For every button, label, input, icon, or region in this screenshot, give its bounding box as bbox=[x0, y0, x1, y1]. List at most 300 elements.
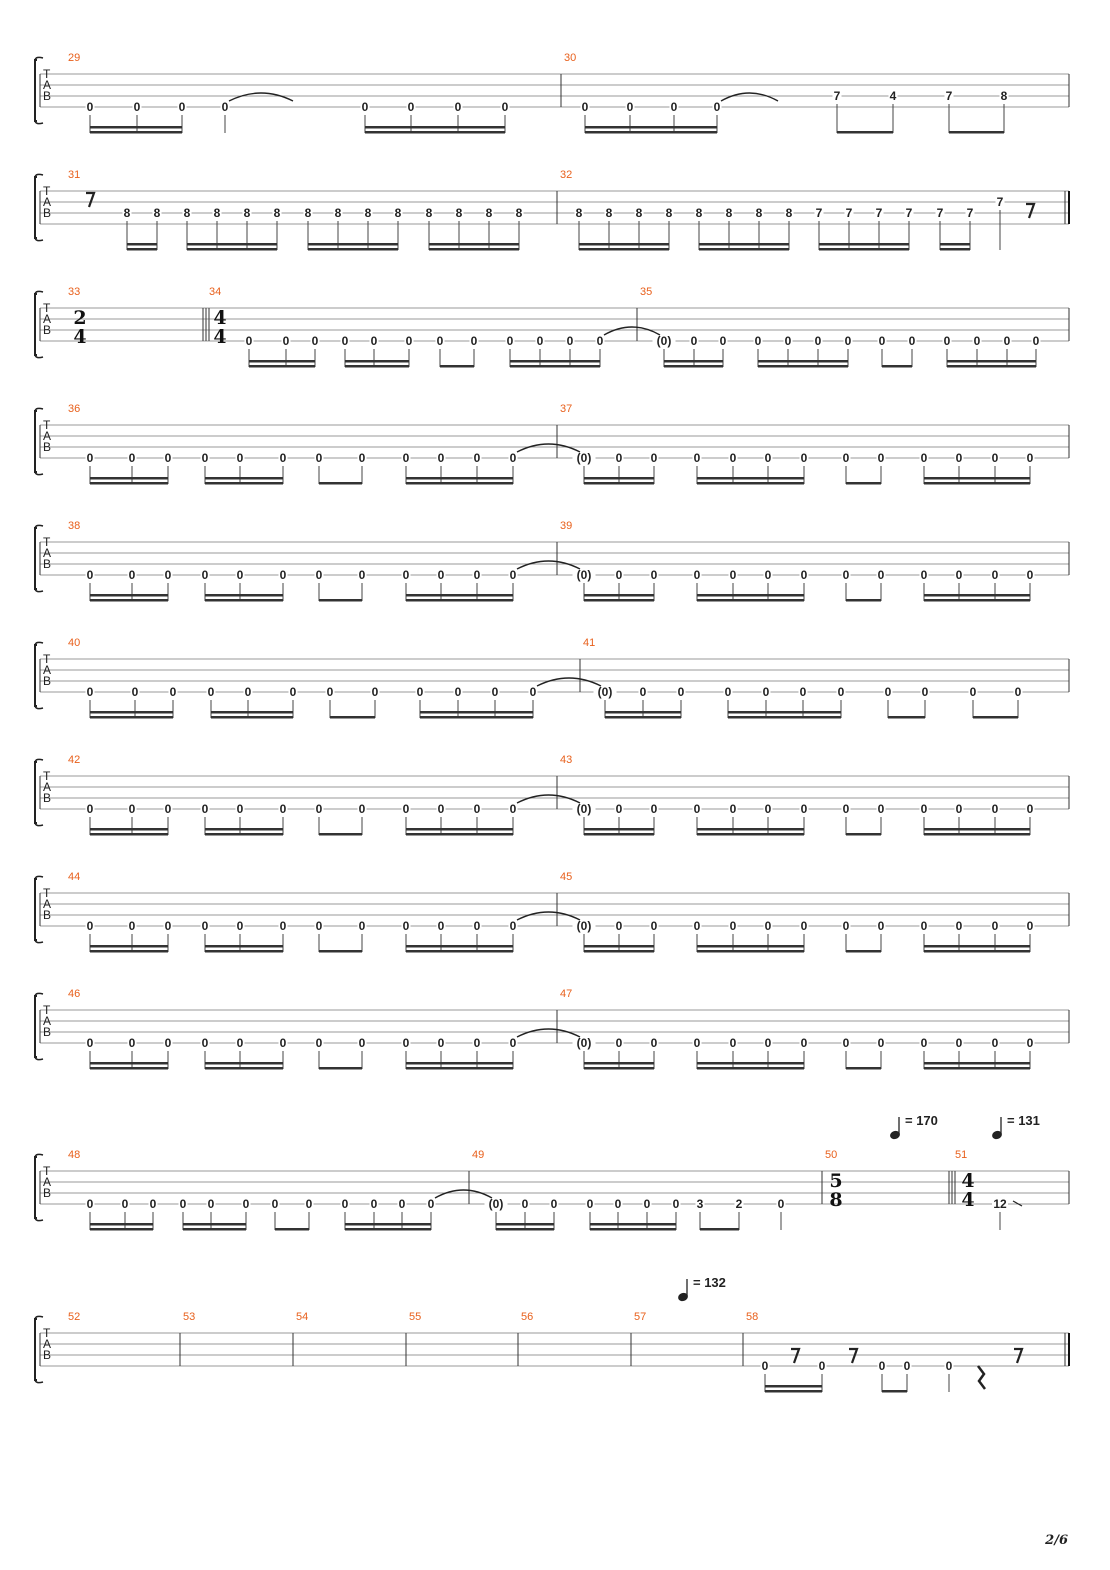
tab-clef-letter: T bbox=[43, 769, 51, 783]
fret-number: 0 bbox=[358, 568, 366, 582]
beam-secondary bbox=[345, 360, 409, 363]
fret-number: 0 bbox=[164, 802, 172, 816]
beam-primary bbox=[90, 599, 168, 602]
tab-clef-letter: A bbox=[43, 1337, 52, 1351]
fret-number: 8 bbox=[334, 206, 342, 220]
fret-number: 7 bbox=[833, 89, 841, 103]
beam-secondary bbox=[584, 594, 654, 597]
beam-primary bbox=[211, 716, 293, 719]
fret-number: 0 bbox=[955, 1036, 963, 1050]
fret-number: 0 bbox=[650, 568, 658, 582]
tie-arc bbox=[517, 795, 580, 803]
fret-number: 8 bbox=[364, 206, 372, 220]
beam-secondary bbox=[90, 1223, 153, 1226]
fret-number: 0 bbox=[402, 568, 410, 582]
fret-number: 8 bbox=[515, 206, 523, 220]
fret-number: 0 bbox=[370, 1197, 378, 1211]
beam-secondary bbox=[819, 243, 909, 246]
tab-clef-letter: T bbox=[43, 418, 51, 432]
fret-number: 0 bbox=[470, 334, 478, 348]
fret-number: 0 bbox=[1014, 685, 1022, 699]
fret-number: 0 bbox=[690, 334, 698, 348]
fret-number: 7 bbox=[936, 206, 944, 220]
beam-secondary bbox=[728, 711, 841, 714]
fret-number: 0 bbox=[842, 568, 850, 582]
fret-number: 0 bbox=[164, 451, 172, 465]
fret-number: 8 bbox=[1000, 89, 1008, 103]
fret-number: 0 bbox=[729, 919, 737, 933]
beam-secondary bbox=[765, 1385, 822, 1388]
beam-primary bbox=[90, 482, 168, 485]
fret-number: 8 bbox=[394, 206, 402, 220]
measure-number: 53 bbox=[183, 1311, 196, 1323]
tab-clef-letter: A bbox=[43, 1175, 52, 1189]
fret-number: 0 bbox=[506, 334, 514, 348]
fret-number: 7 bbox=[966, 206, 974, 220]
tie-arc bbox=[537, 678, 601, 686]
system-bracket bbox=[35, 762, 37, 823]
beam-secondary bbox=[90, 477, 168, 480]
fret-number: 0 bbox=[509, 802, 517, 816]
beam-secondary bbox=[697, 945, 804, 948]
beam-secondary bbox=[697, 594, 804, 597]
fret-number: 0 bbox=[643, 1197, 651, 1211]
tab-system bbox=[35, 525, 1069, 601]
fret-number: 0 bbox=[1026, 568, 1034, 582]
eighth-rest-symbol bbox=[849, 1349, 857, 1363]
beam-primary bbox=[924, 482, 1030, 485]
fret-number: 0 bbox=[236, 1036, 244, 1050]
fret-number: 0 bbox=[877, 451, 885, 465]
fret-number: 0 bbox=[991, 802, 999, 816]
tab-system bbox=[35, 291, 1069, 367]
fret-number: 0 bbox=[973, 334, 981, 348]
fret-number: 0 bbox=[761, 1359, 769, 1373]
fret-number: 0 bbox=[341, 334, 349, 348]
tab-system bbox=[35, 57, 1069, 133]
beam-primary bbox=[882, 365, 912, 368]
beam-primary bbox=[697, 482, 804, 485]
beam-secondary bbox=[496, 1223, 554, 1226]
beam-secondary bbox=[90, 945, 168, 948]
system-bracket bbox=[35, 60, 37, 121]
fret-number: 0 bbox=[236, 568, 244, 582]
fret-number: 0 bbox=[358, 802, 366, 816]
beam-primary bbox=[924, 833, 1030, 836]
fret-number: 0 bbox=[207, 1197, 215, 1211]
tie-arc bbox=[604, 327, 660, 335]
beam-primary bbox=[819, 248, 909, 251]
beam-primary bbox=[345, 1228, 431, 1231]
tab-clef-letter: B bbox=[43, 1025, 52, 1039]
fret-number: 0 bbox=[764, 802, 772, 816]
beam-primary bbox=[846, 833, 881, 836]
tempo-marking: = 170 bbox=[905, 1113, 938, 1128]
fret-number: 0 bbox=[677, 685, 685, 699]
beam-secondary bbox=[924, 828, 1030, 831]
fret-number: 4 bbox=[889, 89, 897, 103]
fret-number: 0 bbox=[121, 1197, 129, 1211]
fret-number: 8 bbox=[153, 206, 161, 220]
fret-number: 0 bbox=[878, 1359, 886, 1373]
fret-number: 0 bbox=[179, 1197, 187, 1211]
tab-clef-letter: B bbox=[43, 674, 52, 688]
beam-primary bbox=[90, 131, 182, 134]
fret-number: (0) bbox=[576, 919, 592, 933]
tab-clef-letter: T bbox=[43, 184, 51, 198]
fret-number: 0 bbox=[491, 685, 499, 699]
fret-number: 0 bbox=[326, 685, 334, 699]
fret-number: 8 bbox=[183, 206, 191, 220]
measure-number: 51 bbox=[955, 1149, 968, 1161]
fret-number: 0 bbox=[169, 685, 177, 699]
beam-secondary bbox=[429, 243, 519, 246]
fret-number: 0 bbox=[626, 100, 634, 114]
measure-number: 39 bbox=[560, 520, 573, 532]
measure-number: 54 bbox=[296, 1311, 309, 1323]
fret-number: 8 bbox=[575, 206, 583, 220]
fret-number: 0 bbox=[221, 100, 229, 114]
tab-clef-letter: B bbox=[43, 206, 52, 220]
measure-number: 50 bbox=[825, 1149, 838, 1161]
fret-number: 0 bbox=[289, 685, 297, 699]
tie-arc bbox=[229, 93, 293, 101]
measure-number: 57 bbox=[634, 1311, 647, 1323]
fret-number: 0 bbox=[670, 100, 678, 114]
beam-secondary bbox=[924, 477, 1030, 480]
system-bracket bbox=[35, 177, 37, 238]
beam-secondary bbox=[590, 1223, 676, 1226]
beam-primary bbox=[496, 1228, 554, 1231]
fret-number: 0 bbox=[358, 451, 366, 465]
fret-number: 0 bbox=[473, 1036, 481, 1050]
fret-number: 0 bbox=[842, 919, 850, 933]
measure-number: 52 bbox=[68, 1311, 81, 1323]
tab-clef-letter: A bbox=[43, 429, 52, 443]
beam-secondary bbox=[127, 243, 157, 246]
fret-number: 0 bbox=[128, 802, 136, 816]
fret-number: 0 bbox=[201, 451, 209, 465]
beam-primary bbox=[205, 599, 283, 602]
fret-number: 8 bbox=[304, 206, 312, 220]
fret-number: 0 bbox=[800, 1036, 808, 1050]
time-signature-top: 5 bbox=[829, 1170, 843, 1192]
beam-secondary bbox=[183, 1223, 246, 1226]
tab-clef-letter: A bbox=[43, 663, 52, 677]
fret-number: 0 bbox=[1026, 1036, 1034, 1050]
fret-number: 8 bbox=[425, 206, 433, 220]
time-signature-bottom: 4 bbox=[961, 1189, 975, 1211]
beam-primary bbox=[406, 599, 513, 602]
tie-arc bbox=[435, 1190, 492, 1198]
beam-primary bbox=[590, 1228, 676, 1231]
tab-clef-letter: T bbox=[43, 67, 51, 81]
beam-secondary bbox=[406, 945, 513, 948]
fret-number: 0 bbox=[955, 568, 963, 582]
beam-secondary bbox=[510, 360, 600, 363]
beam-primary bbox=[664, 365, 723, 368]
beam-primary bbox=[973, 716, 1018, 719]
fret-number: 0 bbox=[128, 451, 136, 465]
fret-number: 8 bbox=[485, 206, 493, 220]
fret-number: 0 bbox=[837, 685, 845, 699]
fret-number: (0) bbox=[576, 1036, 592, 1050]
system-bracket bbox=[35, 411, 37, 472]
fret-number: 12 bbox=[993, 1197, 1007, 1211]
fret-number: 0 bbox=[650, 919, 658, 933]
fret-number: 0 bbox=[586, 1197, 594, 1211]
beam-secondary bbox=[947, 360, 1036, 363]
tab-clef-letter: B bbox=[43, 791, 52, 805]
fret-number: 0 bbox=[473, 568, 481, 582]
fret-number: 0 bbox=[800, 568, 808, 582]
fret-number: 7 bbox=[945, 89, 953, 103]
fret-number: 0 bbox=[315, 802, 323, 816]
beam-primary bbox=[319, 599, 362, 602]
beam-primary bbox=[846, 482, 881, 485]
fret-number: 0 bbox=[955, 451, 963, 465]
fret-number: 0 bbox=[305, 1197, 313, 1211]
tab-clef-letter: T bbox=[43, 652, 51, 666]
measure-number: 35 bbox=[640, 286, 653, 298]
fret-number: 0 bbox=[86, 919, 94, 933]
fret-number: 0 bbox=[921, 685, 929, 699]
fret-number: 0 bbox=[800, 802, 808, 816]
fret-number: 0 bbox=[315, 1036, 323, 1050]
fret-number: 0 bbox=[550, 1197, 558, 1211]
system-bracket bbox=[35, 1319, 37, 1380]
fret-number: 0 bbox=[178, 100, 186, 114]
fret-number: 0 bbox=[581, 100, 589, 114]
beam-primary bbox=[319, 950, 362, 953]
fret-number: 0 bbox=[615, 451, 623, 465]
beam-primary bbox=[924, 599, 1030, 602]
fret-number: 0 bbox=[271, 1197, 279, 1211]
fret-number: 0 bbox=[903, 1359, 911, 1373]
fret-number: 0 bbox=[920, 919, 928, 933]
beam-primary bbox=[319, 833, 362, 836]
beam-secondary bbox=[585, 126, 717, 129]
fret-number: 0 bbox=[1026, 919, 1034, 933]
beam-primary bbox=[510, 365, 600, 368]
beam-primary bbox=[605, 716, 681, 719]
fret-number: 0 bbox=[86, 100, 94, 114]
fret-number: 0 bbox=[236, 451, 244, 465]
fret-number: 0 bbox=[693, 802, 701, 816]
measure-number: 49 bbox=[472, 1149, 485, 1161]
fret-number: 0 bbox=[1032, 334, 1040, 348]
fret-number: 0 bbox=[729, 1036, 737, 1050]
tab-clef-letter: T bbox=[43, 301, 51, 315]
measure-number: 43 bbox=[560, 754, 573, 766]
beam-secondary bbox=[940, 243, 970, 246]
beam-primary bbox=[584, 1067, 654, 1070]
fret-number: 0 bbox=[509, 568, 517, 582]
beam-primary bbox=[846, 599, 881, 602]
beam-secondary bbox=[345, 1223, 431, 1226]
fret-number: 0 bbox=[201, 919, 209, 933]
fret-number: 0 bbox=[236, 802, 244, 816]
tab-system bbox=[35, 993, 1069, 1069]
beam-primary bbox=[406, 833, 513, 836]
fret-number: 0 bbox=[86, 568, 94, 582]
measure-number: 38 bbox=[68, 520, 81, 532]
fret-number: 0 bbox=[969, 685, 977, 699]
tab-system bbox=[35, 1154, 1069, 1230]
beam-primary bbox=[697, 950, 804, 953]
fret-number: (0) bbox=[597, 685, 613, 699]
fret-number: 7 bbox=[875, 206, 883, 220]
fret-number: 0 bbox=[315, 568, 323, 582]
beam-primary bbox=[584, 833, 654, 836]
beam-secondary bbox=[758, 360, 848, 363]
beam-secondary bbox=[205, 477, 283, 480]
beam-primary bbox=[882, 1390, 907, 1393]
time-signature-bottom: 4 bbox=[213, 326, 227, 348]
tab-clef-letter: T bbox=[43, 1003, 51, 1017]
tab-clef-letter: B bbox=[43, 89, 52, 103]
measure-number: 41 bbox=[583, 637, 596, 649]
beam-secondary bbox=[605, 711, 681, 714]
beam-primary bbox=[758, 365, 848, 368]
fret-number: 0 bbox=[473, 451, 481, 465]
tie-arc bbox=[517, 444, 580, 452]
tab-clef-letter: B bbox=[43, 440, 52, 454]
beam-primary bbox=[90, 950, 168, 953]
fret-number: 0 bbox=[764, 568, 772, 582]
tempo-marking: = 131 bbox=[1007, 1113, 1040, 1128]
eighth-rest-symbol bbox=[86, 193, 94, 207]
beam-primary bbox=[697, 833, 804, 836]
fret-number: 0 bbox=[341, 1197, 349, 1211]
fret-number: 0 bbox=[437, 568, 445, 582]
beam-primary bbox=[579, 248, 669, 251]
beam-secondary bbox=[584, 828, 654, 831]
beam-primary bbox=[440, 365, 474, 368]
fret-number: 0 bbox=[245, 334, 253, 348]
tab-clef-letter: A bbox=[43, 312, 52, 326]
fret-number: 0 bbox=[86, 685, 94, 699]
page-number: 2/6 bbox=[1045, 1533, 1068, 1548]
fret-number: 0 bbox=[814, 334, 822, 348]
fret-number: 0 bbox=[437, 451, 445, 465]
fret-number: 0 bbox=[945, 1359, 953, 1373]
beam-primary bbox=[924, 1067, 1030, 1070]
beam-primary bbox=[837, 131, 893, 134]
tab-clef-letter: T bbox=[43, 886, 51, 900]
fret-number: 0 bbox=[311, 334, 319, 348]
fret-number: 0 bbox=[908, 334, 916, 348]
beam-primary bbox=[205, 482, 283, 485]
fret-number: 0 bbox=[279, 802, 287, 816]
beam-primary bbox=[127, 248, 157, 251]
measure-number: 30 bbox=[564, 52, 577, 64]
fret-number: 0 bbox=[920, 802, 928, 816]
fret-number: 7 bbox=[996, 195, 1004, 209]
beam-secondary bbox=[249, 360, 315, 363]
fret-number: 0 bbox=[501, 100, 509, 114]
fret-number: 0 bbox=[764, 451, 772, 465]
fret-number: 0 bbox=[596, 334, 604, 348]
beam-primary bbox=[699, 248, 789, 251]
fret-number: 0 bbox=[650, 802, 658, 816]
measure-number: 46 bbox=[68, 988, 81, 1000]
fret-number: 0 bbox=[729, 568, 737, 582]
beam-primary bbox=[205, 950, 283, 953]
beam-primary bbox=[584, 482, 654, 485]
fret-number: 0 bbox=[86, 451, 94, 465]
measure-number: 37 bbox=[560, 403, 573, 415]
fret-number: 0 bbox=[777, 1197, 785, 1211]
fret-number: 7 bbox=[815, 206, 823, 220]
beam-secondary bbox=[406, 477, 513, 480]
fret-number: 0 bbox=[724, 685, 732, 699]
fret-number: 0 bbox=[242, 1197, 250, 1211]
beam-primary bbox=[846, 1067, 881, 1070]
measure-number: 31 bbox=[68, 169, 81, 181]
beam-secondary bbox=[924, 1062, 1030, 1065]
fret-number: 0 bbox=[615, 1036, 623, 1050]
fret-number: 0 bbox=[437, 802, 445, 816]
beam-secondary bbox=[584, 945, 654, 948]
fret-number: 0 bbox=[614, 1197, 622, 1211]
fret-number: 0 bbox=[407, 100, 415, 114]
beam-secondary bbox=[699, 243, 789, 246]
fret-number: 0 bbox=[473, 802, 481, 816]
beam-secondary bbox=[90, 1062, 168, 1065]
fret-number: 0 bbox=[672, 1197, 680, 1211]
beam-secondary bbox=[308, 243, 398, 246]
fret-number: 0 bbox=[693, 568, 701, 582]
fret-number: 0 bbox=[398, 1197, 406, 1211]
beam-primary bbox=[275, 1228, 309, 1231]
beam-secondary bbox=[924, 945, 1030, 948]
beam-primary bbox=[697, 1067, 804, 1070]
beam-primary bbox=[406, 482, 513, 485]
tab-clef-letter: T bbox=[43, 535, 51, 549]
fret-number: (0) bbox=[576, 568, 592, 582]
fret-number: 0 bbox=[201, 802, 209, 816]
fret-number: 0 bbox=[454, 100, 462, 114]
fret-number: 0 bbox=[405, 334, 413, 348]
fret-number: 0 bbox=[991, 1036, 999, 1050]
fret-number: (0) bbox=[576, 451, 592, 465]
fret-number: 0 bbox=[437, 919, 445, 933]
tab-clef-letter: B bbox=[43, 557, 52, 571]
beam-secondary bbox=[406, 1062, 513, 1065]
fret-number: 8 bbox=[123, 206, 131, 220]
tab-clef-letter: B bbox=[43, 1186, 52, 1200]
measure-number: 34 bbox=[209, 286, 222, 298]
fret-number: 0 bbox=[639, 685, 647, 699]
system-bracket bbox=[35, 645, 37, 706]
beam-primary bbox=[345, 365, 409, 368]
eighth-rest-symbol bbox=[1026, 204, 1034, 218]
tab-clef-letter: A bbox=[43, 195, 52, 209]
eighth-rest-symbol bbox=[1014, 1349, 1022, 1363]
time-signature-bottom: 4 bbox=[73, 326, 87, 348]
fret-number: (0) bbox=[488, 1197, 504, 1211]
tab-system bbox=[35, 876, 1069, 952]
beam-primary bbox=[205, 1067, 283, 1070]
fret-number: 0 bbox=[361, 100, 369, 114]
tab-system bbox=[35, 1316, 1069, 1392]
fret-number: 0 bbox=[201, 568, 209, 582]
fret-number: 0 bbox=[920, 451, 928, 465]
fret-number: 0 bbox=[764, 919, 772, 933]
fret-number: 0 bbox=[878, 334, 886, 348]
beam-secondary bbox=[205, 945, 283, 948]
